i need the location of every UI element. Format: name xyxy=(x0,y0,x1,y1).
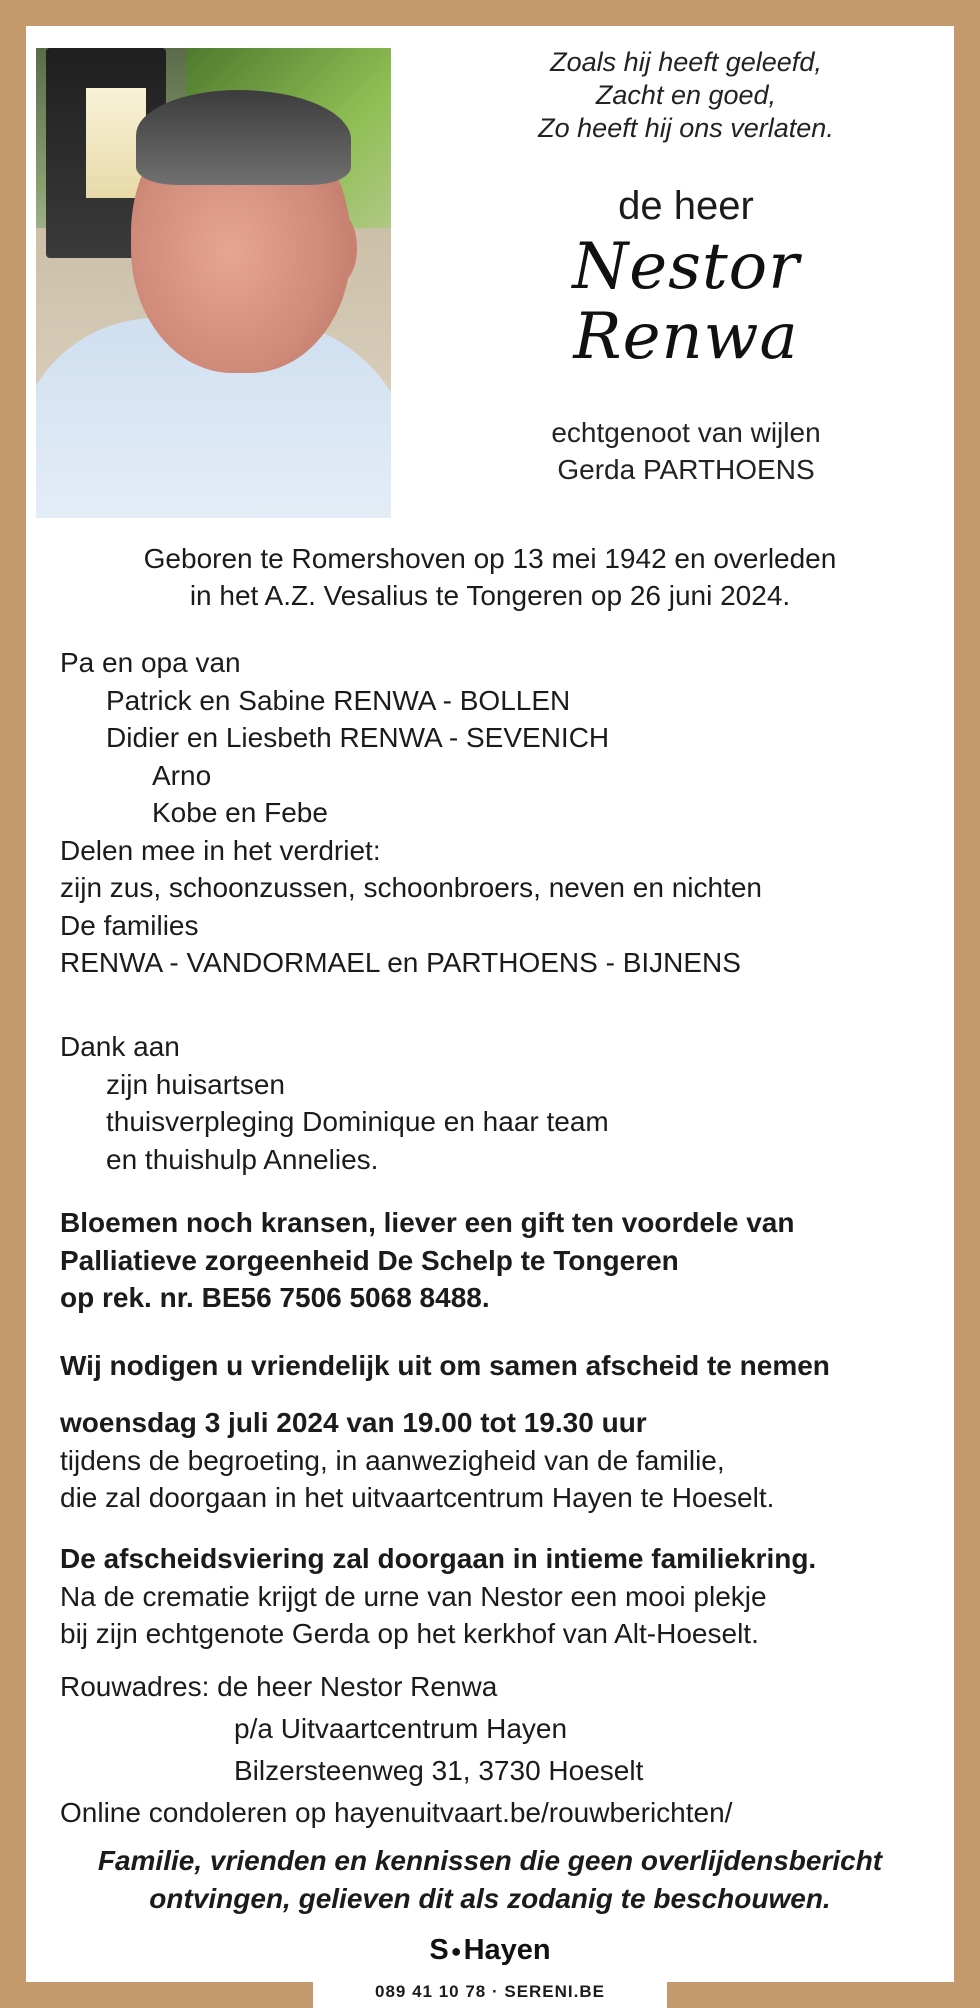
portrait-photo xyxy=(36,48,391,518)
address-line: Rouwadres: de heer Nestor Renwa xyxy=(60,1671,498,1702)
salutation: de heer xyxy=(618,184,754,228)
ceremony-line: bij zijn echtgenote Gerda op het kerkhof van Alt-Hoeselt. xyxy=(60,1618,759,1649)
invitation: Wij nodigen u vriendelijk uit om samen afscheid te nemen xyxy=(60,1350,830,1381)
spouse-line: echtgenoot van wijlen xyxy=(551,417,821,448)
ceremony-section xyxy=(60,1540,940,1653)
deceased-name xyxy=(421,232,951,372)
verse-line: Zo heeft hij ons verlaten. xyxy=(538,113,834,143)
share-heading: Delen mee in het verdriet: xyxy=(60,834,381,866)
child-line: Didier en Liesbeth RENWA - SEVENICH xyxy=(106,722,610,753)
born-line: Geboren te Romershoven op 13 mei 1942 en overleden xyxy=(143,543,837,574)
logo-mark: S xyxy=(429,1934,449,1966)
footer-contact: 089 41 10 78 · SERENI.BE xyxy=(313,1982,667,2008)
first-name: Nestor xyxy=(572,230,800,304)
obituary-card xyxy=(26,26,954,1982)
visitation-line: tijdens de begroeting, in aanwezigheid van de familie, xyxy=(60,1444,725,1476)
donation-line: op rek. nr. BE56 7506 5068 8488. xyxy=(60,1282,490,1313)
born-line: in het A.Z. Vesalius te Tongeren op 26 juni 2024. xyxy=(189,580,791,611)
family-heading: Pa en opa van xyxy=(60,647,241,678)
visitation-line: die zal doorgaan in het uitvaartcentrum Hayen te Hoeselt. xyxy=(60,1482,775,1513)
verse-line: Zacht en goed, xyxy=(595,80,777,110)
verse xyxy=(421,46,951,145)
thanks-item: thuisverpleging Dominique en haar team xyxy=(106,1106,609,1137)
logo-dot-icon: ● xyxy=(450,1940,462,1961)
birth-death-info xyxy=(26,540,954,614)
spouse-info xyxy=(421,414,951,488)
ceremony-line: Na de crematie krijgt de urne van Nestor een mooi plekje xyxy=(60,1580,767,1612)
address-section xyxy=(60,1666,940,1834)
ceremony-notice: De afscheidsviering zal doorgaan in intieme familiekring. xyxy=(60,1543,817,1574)
child-line: Patrick en Sabine RENWA - BOLLEN xyxy=(106,684,571,716)
thanks-item: zijn huisartsen xyxy=(106,1068,285,1100)
address-line: Bilzersteenweg 31, 3730 Hoeselt xyxy=(234,1755,644,1786)
last-name: Renwa xyxy=(573,300,799,374)
grandchild-line: Arno xyxy=(152,759,212,791)
online-condolence: Online condoleren op hayenuitvaart.be/rouwberichten/ xyxy=(60,1797,733,1828)
closing-line: ontvingen, gelieven dit als zodanig te beschouwen. xyxy=(149,1883,831,1914)
families-heading: De families xyxy=(60,909,199,941)
thanks-item: en thuishulp Annelies. xyxy=(106,1143,379,1175)
thanks-section xyxy=(60,1028,940,1178)
logo-name: Hayen xyxy=(463,1934,551,1966)
families-line: RENWA - VANDORMAEL en PARTHOENS - BIJNENS xyxy=(60,947,741,978)
funeral-home-logo xyxy=(26,1934,954,1967)
visitation-section xyxy=(60,1404,940,1517)
closing-notice xyxy=(26,1842,954,1918)
verse-line: Zoals hij heeft geleefd, xyxy=(550,47,822,77)
donation-line: Palliatieve zorgeenheid De Schelp te Tongeren xyxy=(60,1244,679,1276)
thanks-heading: Dank aan xyxy=(60,1031,180,1062)
grandchild-line: Kobe en Febe xyxy=(152,797,328,828)
address-line: p/a Uitvaartcentrum Hayen xyxy=(234,1713,568,1744)
family-section xyxy=(60,644,940,982)
relatives-line: zijn zus, schoonzussen, schoonbroers, neven en nichten xyxy=(60,872,762,903)
donation-section xyxy=(60,1204,940,1317)
donation-line: Bloemen noch kransen, liever een gift ten voordele van xyxy=(60,1207,795,1238)
visitation-date: woensdag 3 juli 2024 van 19.00 tot 19.30 uur xyxy=(60,1407,647,1438)
spouse-line: Gerda PARTHOENS xyxy=(557,454,815,485)
closing-line: Familie, vrienden en kennissen die geen overlijdensbericht xyxy=(97,1845,883,1876)
